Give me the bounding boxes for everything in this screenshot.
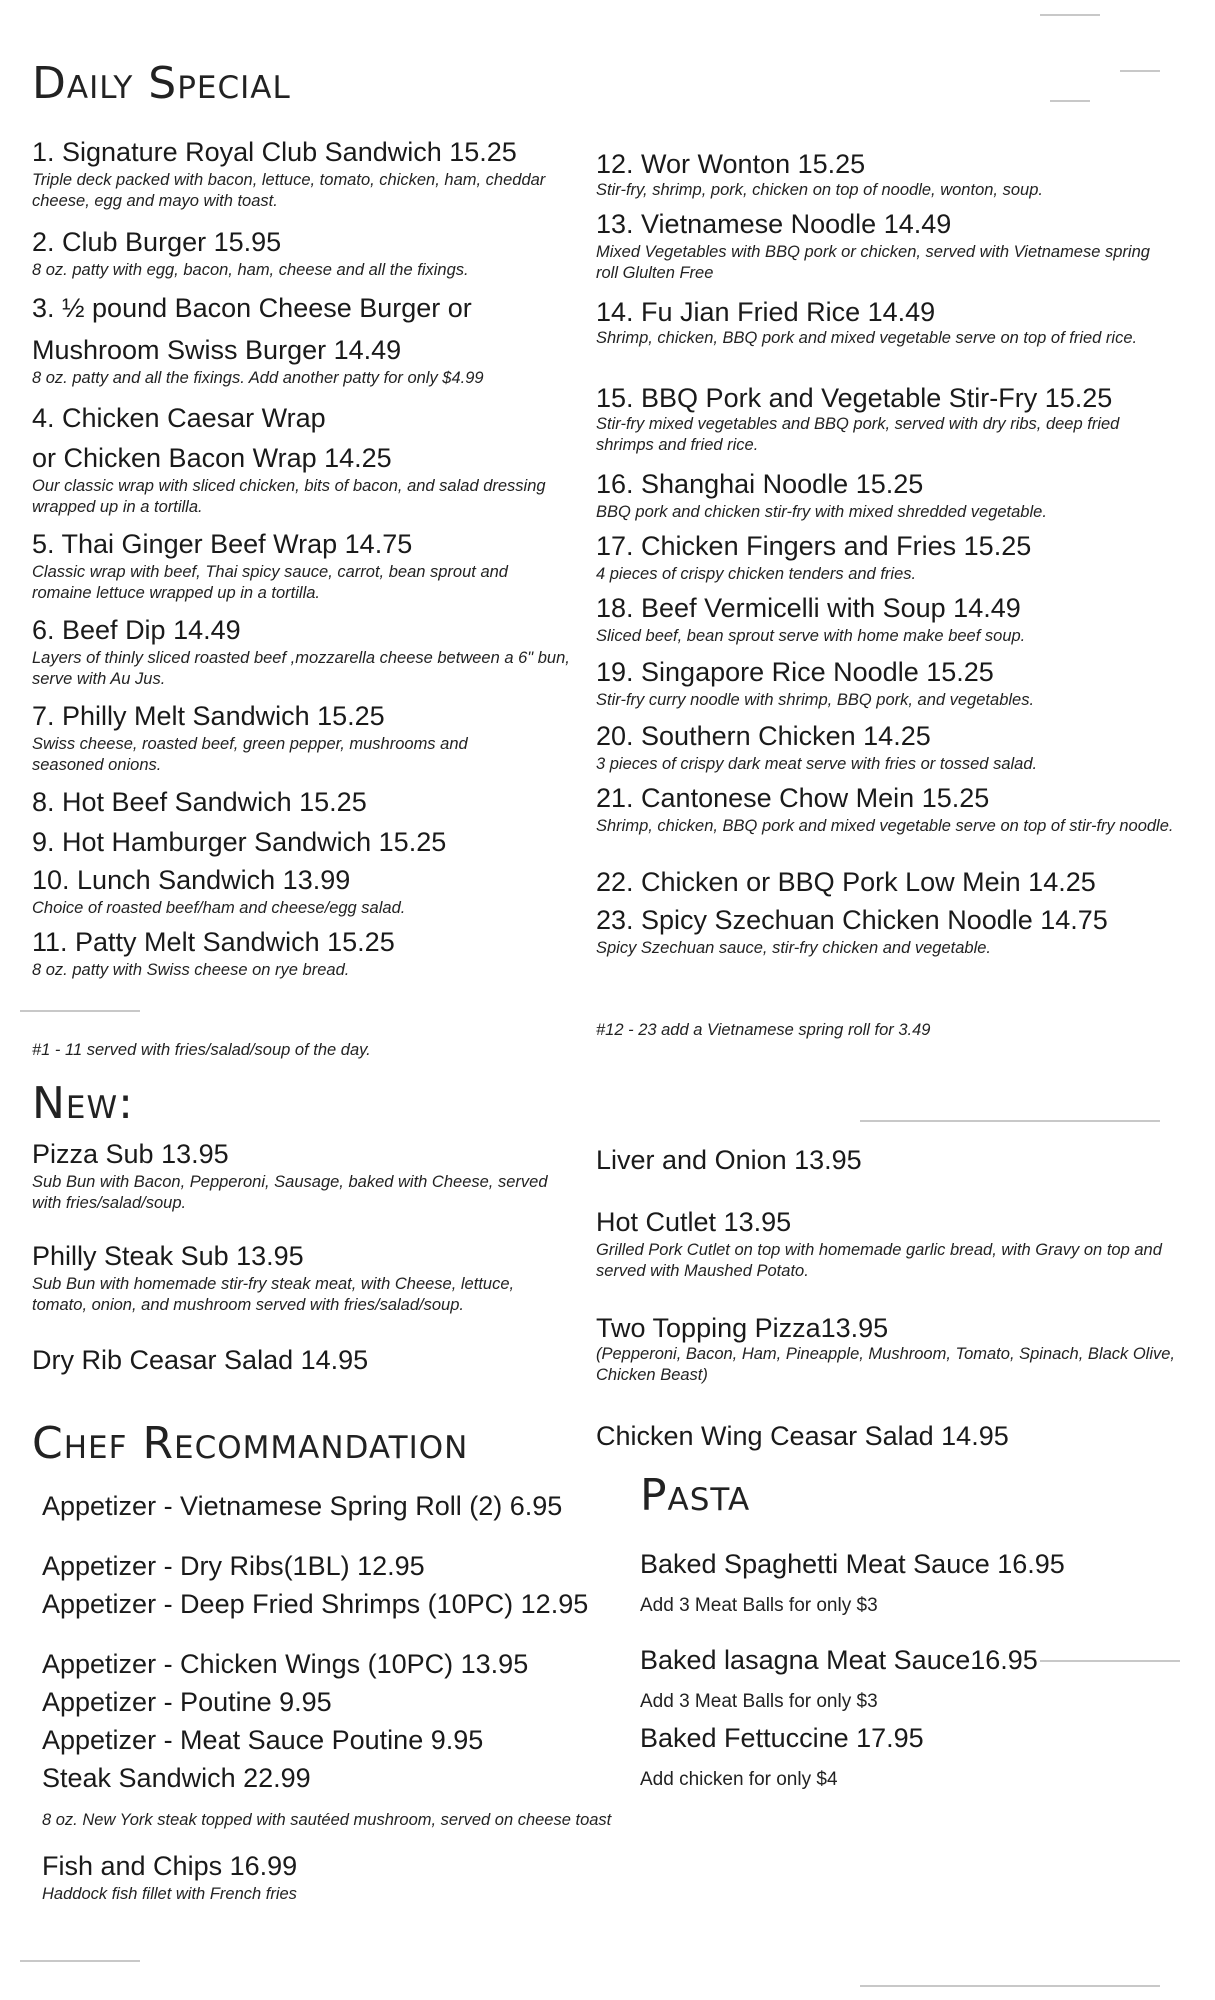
paper-streak (1120, 70, 1160, 72)
menu-item-desc: Sliced beef, bean sprout serve with home make beef soup. (596, 627, 1026, 645)
menu-item-desc: Stir-fry mixed vegetables and BBQ pork, served with dry ribs, deep fried shrimps and fried rice. (596, 415, 1120, 454)
menu-item-desc: Triple deck packed with bacon, lettuce, tomato, chicken, ham, cheddar cheese, egg and mayo with toast. (32, 171, 546, 210)
menu-item-title: 12. Wor Wonton 15.25 (596, 149, 866, 179)
paper-streak (20, 1960, 140, 1962)
new-item-desc: (Pepperoni, Bacon, Ham, Pineapple, Mushroom, Tomato, Spinach, Black Olive, Chicken Beast) (596, 1345, 1176, 1384)
menu-item-desc: Our classic wrap with sliced chicken, bits of bacon, and salad dressing wrapped up in a tortilla. (32, 477, 546, 516)
menu-item-title: 6. Beef Dip 14.49 (32, 615, 241, 645)
menu-item-title: 19. Singapore Rice Noodle 15.25 (596, 657, 994, 687)
new-item-title: Liver and Onion 13.95 (596, 1145, 862, 1175)
menu-item-title: 10. Lunch Sandwich 13.99 (32, 865, 351, 895)
menu-item-desc: Mixed Vegetables with BBQ pork or chicken, served with Vietnamese spring roll Glulten Free (596, 243, 1150, 282)
chef-item: Appetizer - Poutine 9.95 (42, 1687, 332, 1717)
menu-item-desc: Stir-fry curry noodle with shrimp, BBQ pork, and vegetables. (596, 691, 1035, 709)
menu-item-title: 13. Vietnamese Noodle 14.49 (596, 209, 952, 239)
daily-special-note-left: #1 - 11 served with fries/salad/soup of the day. (32, 1041, 371, 1059)
menu-item-title-line2: or Chicken Bacon Wrap 14.25 (32, 443, 392, 473)
chef-recommandation-heading: Chef Recommandation (32, 1418, 469, 1469)
menu-item-title: 8. Hot Beef Sandwich 15.25 (32, 787, 367, 817)
menu-item-title: 2. Club Burger 15.95 (32, 227, 282, 257)
menu-item-desc: 8 oz. patty with egg, bacon, ham, cheese and all the fixings. (32, 261, 469, 279)
paper-streak (860, 1120, 1160, 1122)
chef-item: Fish and Chips 16.99 (42, 1851, 298, 1881)
chef-item: Appetizer - Deep Fried Shrimps (10PC) 12.95 (42, 1589, 589, 1619)
chef-item: Appetizer - Meat Sauce Poutine 9.95 (42, 1725, 484, 1755)
pasta-item: Baked Fettuccine 17.95 (640, 1723, 924, 1753)
pasta-item: Baked Spaghetti Meat Sauce 16.95 (640, 1549, 1065, 1579)
new-heading: New: (32, 1078, 134, 1129)
menu-item-title: 3. ½ pound Bacon Cheese Burger or (32, 293, 472, 323)
menu-item-desc: Shrimp, chicken, BBQ pork and mixed vegetable serve on top of stir-fry noodle. (596, 817, 1174, 835)
paper-streak (1050, 100, 1090, 102)
chef-item: Steak Sandwich 22.99 (42, 1763, 311, 1793)
chef-item: Appetizer - Chicken Wings (10PC) 13.95 (42, 1649, 529, 1679)
new-item-desc: Grilled Pork Cutlet on top with homemade garlic bread, with Gravy on top and served with Maushed Potato. (596, 1241, 1162, 1280)
paper-streak (1040, 14, 1100, 16)
menu-item-title: 16. Shanghai Noodle 15.25 (596, 469, 924, 499)
daily-special-heading: Daily Special (32, 58, 291, 109)
menu-item-title: 18. Beef Vermicelli with Soup 14.49 (596, 593, 1021, 623)
menu-item-desc: Swiss cheese, roasted beef, green pepper, mushrooms and seasoned onions. (32, 735, 468, 774)
new-item-title: Dry Rib Ceasar Salad 14.95 (32, 1345, 369, 1375)
pasta-heading: Pasta (640, 1470, 751, 1521)
pasta-item-desc: Add 3 Meat Balls for only $3 (640, 1691, 878, 1712)
new-item-title: Two Topping Pizza13.95 (596, 1313, 889, 1343)
menu-item-title-line2: Mushroom Swiss Burger 14.49 (32, 335, 402, 365)
new-item-title: Pizza Sub 13.95 (32, 1139, 229, 1169)
daily-special-note-right: #12 - 23 add a Vietnamese spring roll for 3.49 (596, 1021, 931, 1039)
chef-item: Appetizer - Dry Ribs(1BL) 12.95 (42, 1551, 425, 1581)
menu-item-title: 14. Fu Jian Fried Rice 14.49 (596, 297, 936, 327)
chef-item-desc: 8 oz. New York steak topped with sautéed mushroom, served on cheese toast (42, 1811, 612, 1829)
menu-item-desc: 3 pieces of crispy dark meat serve with fries or tossed salad. (596, 755, 1038, 773)
chef-item-desc: Haddock fish fillet with French fries (42, 1885, 297, 1903)
menu-item-title: 15. BBQ Pork and Vegetable Stir-Fry 15.25 (596, 383, 1113, 413)
menu-item-title: 23. Spicy Szechuan Chicken Noodle 14.75 (596, 905, 1108, 935)
menu-item-desc: Stir-fry, shrimp, pork, chicken on top of noodle, wonton, soup. (596, 181, 1043, 199)
menu-item-title: 20. Southern Chicken 14.25 (596, 721, 931, 751)
menu-item-title: 1. Signature Royal Club Sandwich 15.25 (32, 137, 517, 167)
pasta-item: Baked lasagna Meat Sauce16.95 (640, 1645, 1038, 1675)
new-item-desc: Sub Bun with Bacon, Pepperoni, Sausage, baked with Cheese, served with fries/salad/soup. (32, 1173, 548, 1212)
menu-item-title: 11. Patty Melt Sandwich 15.25 (32, 927, 395, 957)
menu-item-title: 5. Thai Ginger Beef Wrap 14.75 (32, 529, 413, 559)
menu-item-desc: Spicy Szechuan sauce, stir-fry chicken and vegetable. (596, 939, 991, 957)
new-item-title: Chicken Wing Ceasar Salad 14.95 (596, 1421, 1009, 1451)
menu-item-title: 22. Chicken or BBQ Pork Low Mein 14.25 (596, 867, 1096, 897)
menu-item-title: 9. Hot Hamburger Sandwich 15.25 (32, 827, 447, 857)
menu-item-desc: 8 oz. patty with Swiss cheese on rye bread. (32, 961, 350, 979)
pasta-item-desc: Add 3 Meat Balls for only $3 (640, 1595, 878, 1616)
chef-item: Appetizer - Vietnamese Spring Roll (2) 6.95 (42, 1491, 563, 1521)
menu-item-title: 17. Chicken Fingers and Fries 15.25 (596, 531, 1032, 561)
new-item-title: Hot Cutlet 13.95 (596, 1207, 792, 1237)
new-item-desc: Sub Bun with homemade stir-fry steak meat, with Cheese, lettuce, tomato, onion, and mushroom served with fries/salad/soup. (32, 1275, 515, 1314)
menu-item-title: 21. Cantonese Chow Mein 15.25 (596, 783, 990, 813)
new-item-title: Philly Steak Sub 13.95 (32, 1241, 304, 1271)
menu-item-desc: 4 pieces of crispy chicken tenders and fries. (596, 565, 917, 583)
menu-item-desc: Shrimp, chicken, BBQ pork and mixed vegetable serve on top of fried rice. (596, 329, 1138, 347)
menu-item-desc: 8 oz. patty and all the fixings. Add another patty for only $4.99 (32, 369, 484, 387)
menu-item-desc: BBQ pork and chicken stir-fry with mixed shredded vegetable. (596, 503, 1047, 521)
paper-streak (860, 1985, 1160, 1987)
paper-streak (20, 1010, 140, 1012)
paper-streak (1040, 1660, 1180, 1662)
pasta-item-desc: Add chicken for only $4 (640, 1769, 838, 1790)
menu-item-title: 7. Philly Melt Sandwich 15.25 (32, 701, 385, 731)
menu-item-desc: Classic wrap with beef, Thai spicy sauce, carrot, bean sprout and romaine lettuce wrapped up in a tortilla. (32, 563, 508, 602)
menu-item-title: 4. Chicken Caesar Wrap (32, 403, 326, 433)
menu-item-desc: Layers of thinly sliced roasted beef ,mozzarella cheese between a 6" bun, serve with Au Jus. (32, 649, 570, 688)
menu-item-desc: Choice of roasted beef/ham and cheese/egg salad. (32, 899, 406, 917)
